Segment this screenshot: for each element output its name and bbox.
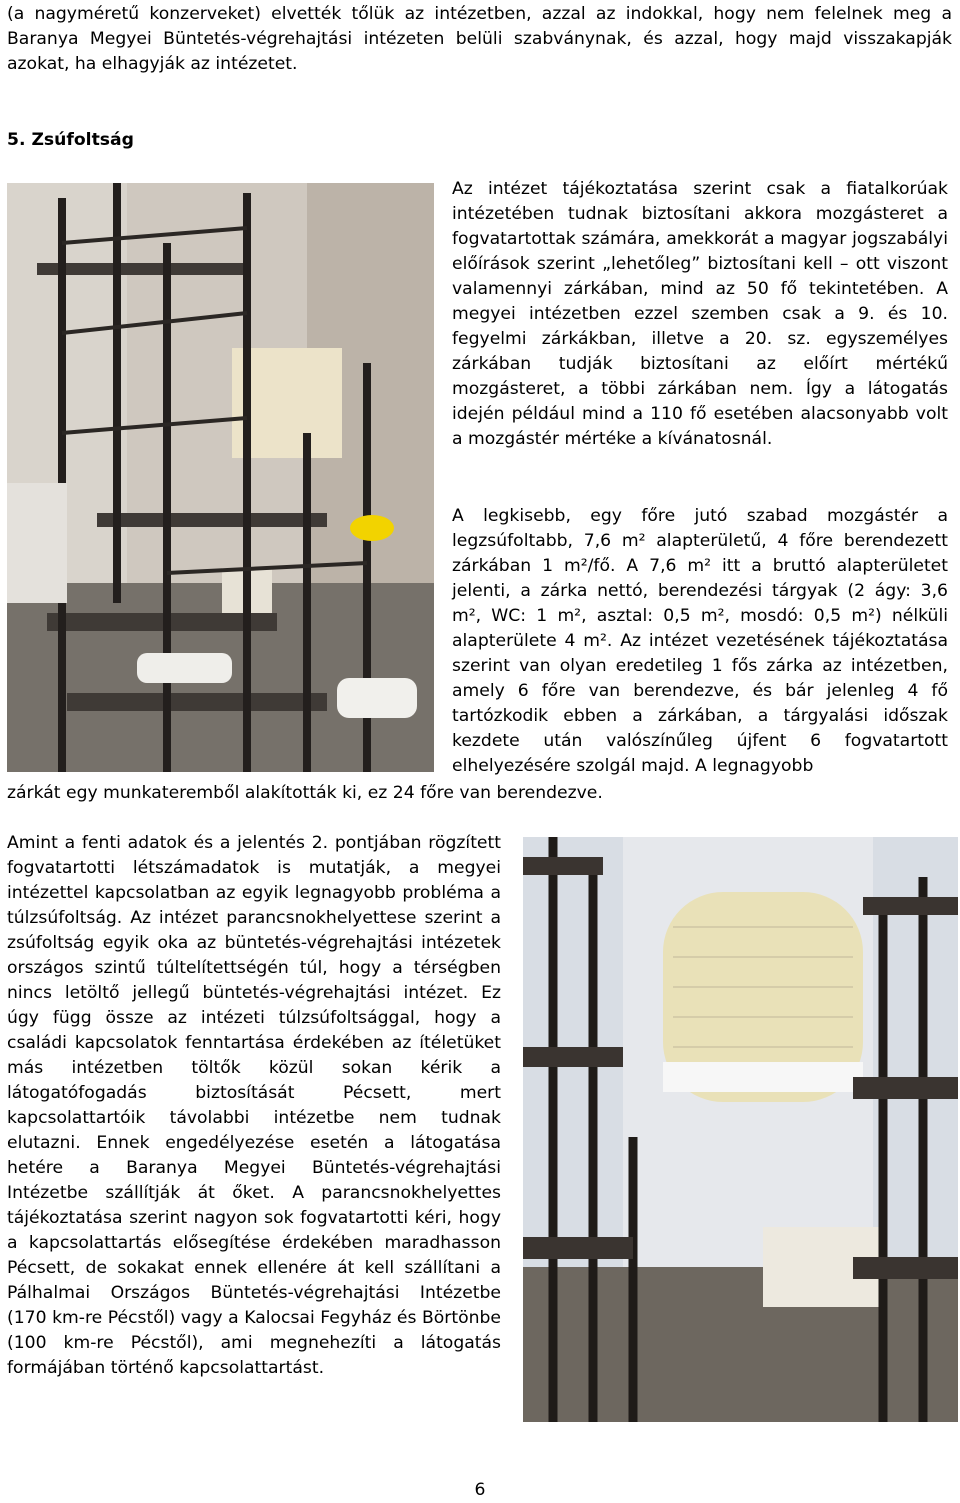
paragraph-overcrowding: Amint a fenti adatok és a jelentés 2. pontjában rögzített fogvatartotti létszámadatok is mutatják, a megyei intézettel kapcsolatban az egyik legnagyobb probléma a túlzsúfoltság. Az intézet parancsnokhelyettese szerint a zsúfoltság egyik oka az büntetés-végrehajtási intézetek országos szintű túltelítettségén túl, hogy a térségben nincs letöltő jellegű büntetés-végrehajtási intézet. Ez úgy függ össze az intézeti túlzsúfoltsággal, hogy a családi kapcsolatok fenntartása érdekében az ítéletüket más intézetben töltők közül sokan kérik a látogatófogadás biztosítását Pécsett, mert kapcsolattartóik távolabbi intézetbe nem tudnak elutazni. Ennek engedélyezése esetén a látogatása hetére a Baranya Megyei Büntetés-végrehajtási Intézetbe szállítják át őket. A parancsnokhelyettes tájékoztatása szerint nagyon sok fogvatartotti kéri, hogy a kapcsolattartás elősegítése érdekében maradhasson Pécsett, de sokakat ennek ellenére át kell szállítani a Pálhalmai Országos Büntetés-végrehajtási Intézetbe (170 km-re Pécstől) vagy a Kalocsai Fegyház és Börtönbe (100 km-re Pécstől), ami megnehezíti a látogatás formájában történő kapcsolattartást.	[7, 833, 501, 1378]
bunk-beds-cell-photo	[7, 183, 434, 772]
paragraph-smallest-space: A legkisebb, egy főre jutó szabad mozgástér a legzsúfoltabb, 7,6 m² alapterületű, 4 főre berendezett zárkában 1 m²/fő. A 7,6 m² itt a bruttó alapterületet jelenti, a zárka nettó, berendezési tárgyak (2 ágy: 3,6 m², WC: 1 m², asztal: 0,5 m², mosdó: 0,5 m²) nélküli alapterülete 4 m². Az intézet vezetésének tájékoztatása szerint van olyan eredetileg 1 fős zárka az intézetben, amely 6 főre van berendezve, és bár jelenleg 4 fő tartózkodik ebben a zárkában, a tárgyalási időszak kezdete után valószínűleg újfent 6 fogvatartott elhelyezésére szolgál majd. A legnagyobb	[452, 506, 948, 776]
paragraph-space-requirements: Az intézet tájékoztatása szerint csak a fiatalkorúak intézetében tudnak biztosítani akkora mozgásteret a fogvatartottak számára, amekkorát a magyar jogszabályi előírások szerint „lehetőleg” biztosítani kell – ott viszont valamennyi zárkában, mind az 50 fő tekintetében. A megyei intézetben ezzel szemben csak a 9. és 10. fegyelmi zárkákban, illetve a 20. sz. egyszemélyes zárkában tudják biztosítani az előírt mértékű mozgásteret, a többi zárkában nem. Így a látogatás idején például mind a 110 fő esetében alacsonyabb volt a mozgástér mértéke a kívánatosnál.	[452, 179, 948, 449]
page-number: 6	[474, 1480, 486, 1500]
paragraph-largest-cell: zárkát egy munkateremből alakították ki, ez 24 főre van berendezve.	[7, 783, 603, 803]
intro-paragraph: (a nagyméretű konzerveket) elvették tőlük az intézetben, azzal az indokkal, hogy nem felelnek meg a Baranya Megyei Büntetés-végrehajtási intézeten belüli szabványnak, és azzal, hogy majd visszakapják azokat, ha elhagyják az intézetet.	[7, 4, 952, 74]
section-heading: 5. Zsúfoltság	[7, 130, 134, 150]
bunk-beds-window-photo	[523, 837, 958, 1422]
